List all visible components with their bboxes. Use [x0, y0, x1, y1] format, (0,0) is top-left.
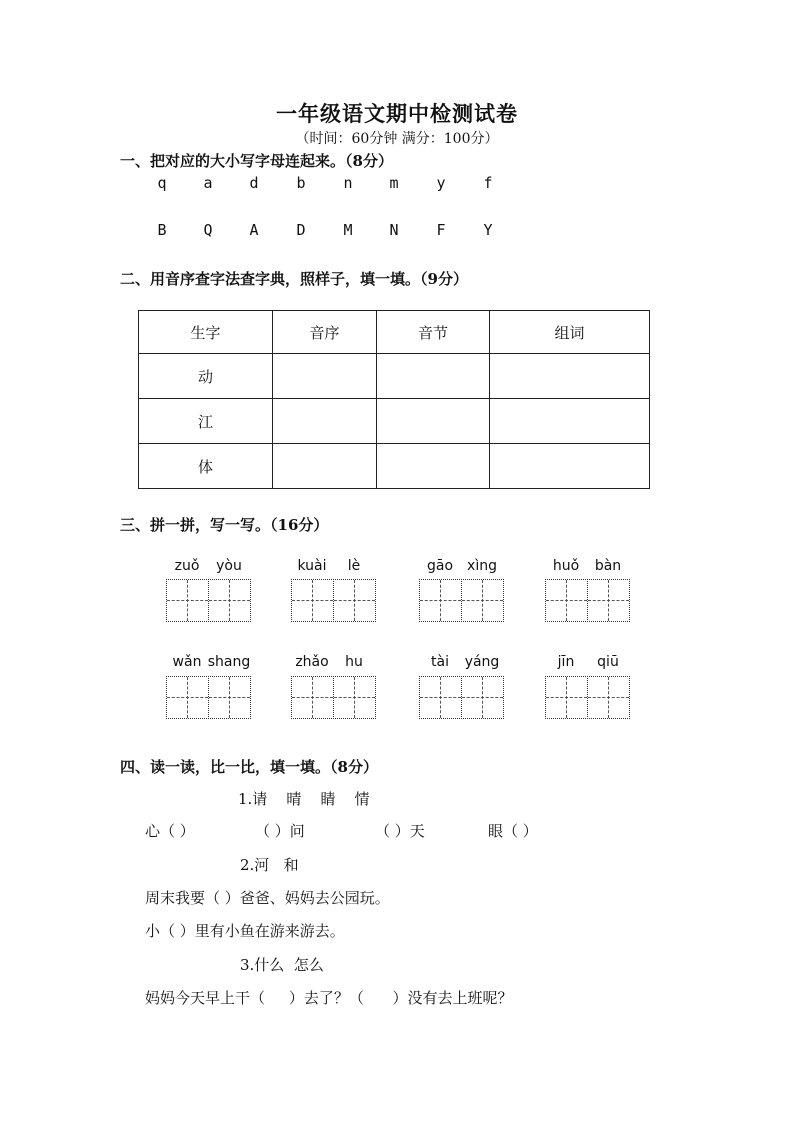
table-header-initial: 音序	[273, 311, 377, 354]
q2-word-list: 2.河 和	[240, 856, 299, 874]
pinyin-label: yòu	[216, 558, 242, 574]
table-header-char: 生字	[139, 311, 273, 354]
writing-box[interactable]	[419, 579, 462, 622]
pinyin-label: lè	[347, 558, 361, 574]
table-blank-cell[interactable]	[273, 399, 377, 444]
uppercase-letter[interactable]: D	[296, 221, 306, 239]
writing-box[interactable]	[587, 676, 630, 719]
pinyin-label: gāo	[426, 558, 454, 574]
writing-grid	[545, 579, 629, 621]
grid-guide-horizontal	[546, 697, 587, 698]
grid-guide-horizontal	[462, 600, 503, 601]
writing-grid	[166, 579, 250, 621]
table-header-word: 组词	[490, 311, 650, 354]
writing-box[interactable]	[208, 579, 251, 622]
writing-box[interactable]	[291, 579, 334, 622]
pinyin-label: qiū	[597, 654, 619, 670]
table-blank-cell[interactable]	[490, 444, 650, 489]
q2-sentence-1[interactable]: 周末我要（ ）爸爸、妈妈去公园玩。	[145, 889, 390, 907]
q2-sentence-2[interactable]: 小（ ）里有小鱼在游来游去。	[145, 922, 345, 940]
table-blank-cell[interactable]	[490, 399, 650, 444]
q3-word-list: 3.什么 怎么	[240, 956, 324, 974]
q1-item[interactable]: （ ）天	[375, 822, 425, 840]
table-row-char: 动	[139, 354, 273, 399]
grid-guide-horizontal	[546, 600, 587, 601]
table-blank-cell[interactable]	[377, 444, 490, 489]
writing-grid	[291, 676, 375, 718]
q1-item[interactable]: 眼（ ）	[488, 822, 538, 840]
grid-guide-horizontal	[334, 600, 375, 601]
grid-guide-horizontal	[167, 600, 208, 601]
uppercase-letter[interactable]: A	[249, 221, 259, 239]
section1-heading: 一、把对应的大小写字母连起来。（8分）	[120, 152, 393, 170]
pinyin-label: zhǎo	[295, 654, 329, 670]
grid-guide-horizontal	[462, 697, 503, 698]
uppercase-letter[interactable]: N	[389, 221, 399, 239]
grid-guide-horizontal	[292, 600, 333, 601]
uppercase-letter[interactable]: Y	[483, 221, 493, 239]
section2-heading: 二、用音序查字法查字典，照样子，填一填。（9分）	[120, 270, 468, 288]
writing-grid	[545, 676, 629, 718]
pinyin-label: hu	[345, 654, 363, 670]
pinyin-label: bàn	[594, 558, 622, 574]
writing-grid	[166, 676, 250, 718]
pinyin-label: wǎn	[172, 654, 202, 670]
grid-guide-horizontal	[334, 697, 375, 698]
grid-guide-horizontal	[420, 600, 461, 601]
lowercase-letter[interactable]: d	[249, 174, 259, 192]
lowercase-letter[interactable]: n	[343, 174, 353, 192]
q1-word-list: 1.请 晴 睛 情	[238, 790, 370, 808]
writing-grid	[419, 579, 503, 621]
uppercase-letter[interactable]: Q	[203, 221, 213, 239]
writing-box[interactable]	[419, 676, 462, 719]
pinyin-label: xìng	[467, 558, 497, 574]
section3-heading: 三、拼一拼，写一写。（16分）	[120, 516, 329, 534]
pinyin-label: yáng	[464, 654, 500, 670]
uppercase-letter[interactable]: F	[436, 221, 446, 239]
page-subtitle: （时间：60分钟 满分：100分）	[295, 131, 499, 147]
writing-box[interactable]	[333, 579, 376, 622]
q1-item[interactable]: 心（ ）	[145, 822, 195, 840]
grid-guide-horizontal	[420, 697, 461, 698]
writing-box[interactable]	[461, 676, 504, 719]
lowercase-letter[interactable]: y	[436, 174, 446, 192]
table-row-char: 江	[139, 399, 273, 444]
section4-heading: 四、读一读，比一比，填一填。（8分）	[120, 758, 378, 776]
table-blank-cell[interactable]	[273, 444, 377, 489]
page-title: 一年级语文期中检测试卷	[276, 101, 518, 126]
writing-grid	[291, 579, 375, 621]
pinyin-label: tài	[431, 654, 449, 670]
writing-box[interactable]	[208, 676, 251, 719]
writing-box[interactable]	[545, 579, 588, 622]
q3-sentence-1[interactable]: 妈妈今天早上干（ ）去了？（ ）没有去上班呢？	[145, 989, 513, 1007]
uppercase-letter[interactable]: M	[343, 221, 353, 239]
grid-guide-horizontal	[588, 697, 629, 698]
q1-item[interactable]: （ ）问	[255, 822, 305, 840]
lowercase-letter[interactable]: b	[296, 174, 306, 192]
lowercase-letter[interactable]: a	[203, 174, 213, 192]
table-blank-cell[interactable]	[490, 354, 650, 399]
pinyin-label: kuài	[297, 558, 327, 574]
table-row-char: 体	[139, 444, 273, 489]
uppercase-letter[interactable]: B	[157, 221, 167, 239]
dictionary-table	[138, 310, 650, 489]
pinyin-label: shang	[207, 654, 251, 670]
grid-guide-horizontal	[588, 600, 629, 601]
lowercase-letter[interactable]: q	[157, 174, 167, 192]
writing-box[interactable]	[291, 676, 334, 719]
table-header-syllable: 音节	[377, 311, 490, 354]
pinyin-label: jīn	[557, 654, 575, 670]
lowercase-letter[interactable]: f	[483, 174, 493, 192]
writing-box[interactable]	[333, 676, 376, 719]
grid-guide-horizontal	[292, 697, 333, 698]
grid-guide-horizontal	[167, 697, 208, 698]
writing-box[interactable]	[166, 676, 209, 719]
table-blank-cell[interactable]	[377, 399, 490, 444]
writing-box[interactable]	[461, 579, 504, 622]
writing-box[interactable]	[587, 579, 630, 622]
writing-grid	[419, 676, 503, 718]
grid-guide-horizontal	[209, 697, 250, 698]
table-blank-cell[interactable]	[377, 354, 490, 399]
writing-box[interactable]	[166, 579, 209, 622]
writing-box[interactable]	[545, 676, 588, 719]
pinyin-label: zuǒ	[174, 558, 200, 574]
table-blank-cell[interactable]	[273, 354, 377, 399]
grid-guide-horizontal	[209, 600, 250, 601]
lowercase-letter[interactable]: m	[389, 174, 399, 192]
pinyin-label: huǒ	[552, 558, 580, 574]
